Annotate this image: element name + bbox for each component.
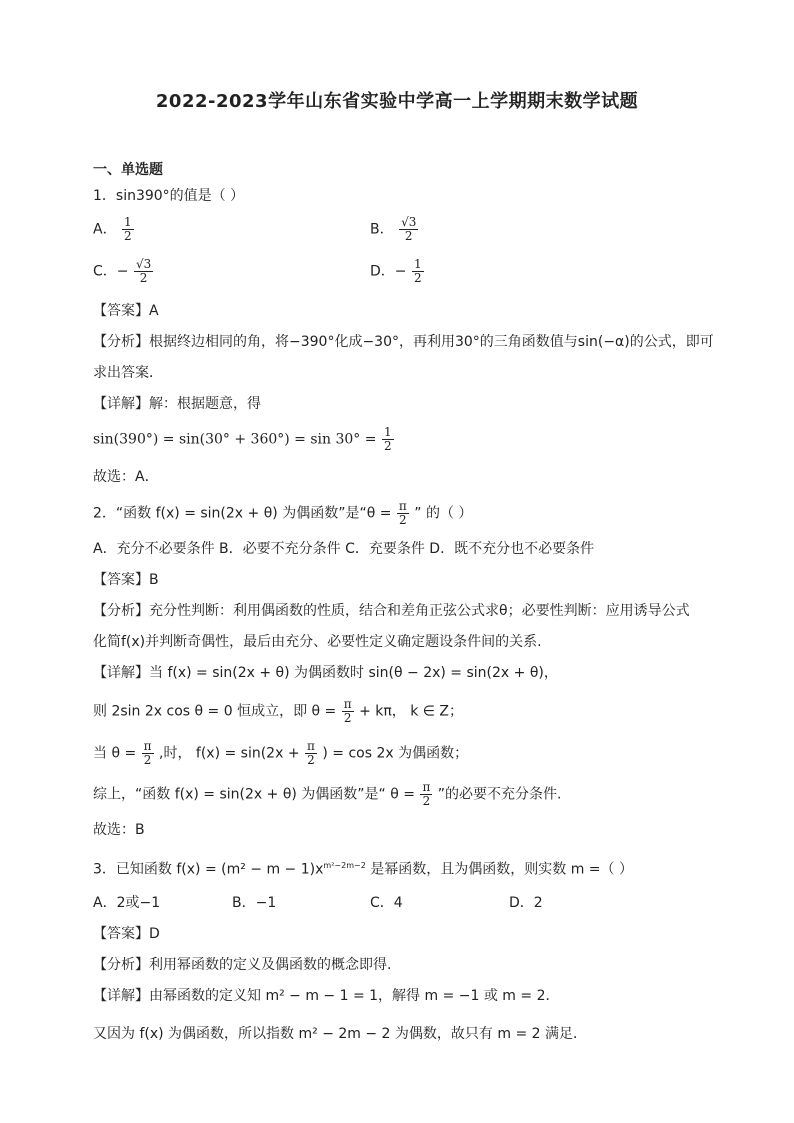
q2-stem-den: 2 [399,513,407,527]
q1-option-b-num: √3 [401,215,417,229]
q2-detail-line-4 [93,781,562,808]
q2-stem [93,500,472,527]
q1-option-c [93,258,154,285]
q2-line3-den-1: 2 [143,753,152,767]
q1-option-a-den: 2 [124,229,132,243]
q1-option-a-fraction [122,216,134,243]
q3-analysis-line-1 [93,955,391,975]
section-heading: 一、单选题 [93,162,163,178]
q2-line3-fraction-1 [142,740,154,767]
q2-answer: 【答案】B [93,572,159,588]
q2-line4-text-a: 综上，“函数 f(x) = sin(2x + θ) 为偶函数”是“ θ = [93,786,415,803]
q1-formula-den: 2 [383,439,392,453]
q2-line2-den: 2 [343,711,352,725]
q1-option-d-den: 2 [413,271,422,285]
q1-formula-num: 1 [383,425,392,439]
q1-detail-text-1: 解：根据题意，得 [149,396,261,412]
q2-detail-line-2 [93,698,463,725]
q3-option-b: B．−1 [232,895,277,911]
q2-line3-num-1: π [143,739,152,753]
q2-line3-text-b: ,时， f(x) = sin(2x + [159,745,300,762]
q2-stem-fraction [397,500,409,527]
q1-choose: 故选：A． [93,469,159,485]
q1-formula [93,426,395,453]
q3-analysis-text-1: 利用幂函数的定义及偶函数的概念即得. [149,957,392,973]
q2-line3-text-a: 当 θ = [93,745,137,762]
q2-stem-text-a: 2．“函数 f(x) = sin(2x + θ) 为偶函数”是“θ = [93,505,392,522]
q1-option-d-fraction [412,258,424,285]
q2-analysis-text-1: 充分性判断：利用偶函数的性质，结合和差角正弦公式求θ；必要性判断：应用诱导公式 [149,603,690,619]
q2-line2-fraction [342,698,354,725]
q2-detail-line-3 [93,740,468,767]
q1-option-d [370,258,425,285]
q2-stem-num: π [398,499,407,513]
q2-line3-fraction-2 [305,740,317,767]
q2-detail-line-1 [93,663,558,683]
q3-detail-tag: 【详解】 [93,988,149,1004]
q1-option-a-num: 1 [124,215,132,229]
q1-option-a-label: A． [93,221,117,238]
q3-detail-line-1 [93,986,559,1006]
q1-option-c-num: √3 [135,257,152,271]
q1-option-b-fraction [399,216,418,243]
q2-line3-den-2: 2 [307,753,315,767]
q2-line3-num-2: π [307,739,315,753]
q1-formula-text: sin(390°) = sin(30° + 360°) = sin 30° = [93,431,377,448]
q1-answer: 【答案】A [93,303,159,319]
q1-stem: 1．sin390°的值是（ ） [93,188,245,204]
page-title: 2022-2023学年山东省实验中学高一上学期期末数学试题 [155,91,639,112]
q1-detail-tag: 【详解】 [93,396,149,412]
q1-detail-line-1 [93,394,261,414]
q2-analysis-line-2: 化简f(x)并判断奇偶性，最后由充分、必要性定义确定题设条件间的关系. [93,634,542,650]
q3-detail-line-2: 又因为 f(x) 为偶函数，所以指数 m² − 2m − 2 为偶数，故只有 m = 2 满足． [93,1026,587,1042]
q1-option-c-den: 2 [139,271,148,285]
q1-analysis-line-1 [93,332,714,352]
q2-analysis-tag: 【分析】 [93,603,149,619]
q1-option-c-label: C．− [93,263,129,280]
q1-option-b-den: 2 [404,229,413,243]
q2-line4-fraction [420,781,432,808]
q3-stem-text-b: 是幂函数，且为偶函数，则实数 m =（ ） [365,861,633,878]
q2-stem-text-b: ” 的（ ） [414,505,473,522]
q1-formula-fraction [382,426,394,453]
q1-option-a [93,216,135,243]
q1-option-d-label: D．− [370,263,407,280]
q1-option-d-num: 1 [413,257,422,271]
q2-line4-text-b: ”的必要不充分条件. [437,786,562,803]
q2-analysis-line-1 [93,601,690,621]
q2-detail-tag: 【详解】 [93,665,149,681]
q1-analysis-line-2: 求出答案． [93,365,163,381]
q1-option-b-label: B． [370,221,394,238]
q3-detail-text-1: 由幂函数的定义知 m² − m − 1 = 1，解得 m = −1 或 m = 2． [149,988,560,1004]
q3-stem-exponent: m²−2m−2 [323,861,366,870]
q3-option-c: C．4 [370,895,403,911]
q3-stem-text-a: 3．已知函数 f(x) = (m² − m − 1)x [93,861,324,878]
q3-answer: 【答案】D [93,926,160,942]
q2-line2-text-a: 则 2sin 2x cos θ = 0 恒成立，即 θ = [93,703,337,720]
q2-choose: 故选：B [93,822,145,838]
q2-detail-text-1: 当 f(x) = sin(2x + θ) 为偶函数时 sin(θ − 2x) = sin(2x + θ)， [149,665,558,681]
q1-analysis-text-1: 根据终边相同的角，将−390°化成−30°，再利用30°的三角函数值与sin(−α)的公式，即可 [149,334,714,350]
q1-analysis-tag: 【分析】 [93,334,149,350]
q3-option-a: A．2或−1 [93,895,161,911]
q2-line4-den: 2 [422,794,431,808]
q2-options: A．充分不必要条件 B．必要不充分条件 C．充要条件 D．既不充分也不必要条件 [93,541,595,557]
q2-line3-text-c: ) = cos 2x 为偶函数； [322,745,469,762]
q2-line2-text-b: + kπ， k ∈ Z； [359,703,464,720]
q1-option-b [370,216,419,243]
q3-analysis-tag: 【分析】 [93,957,149,973]
q3-option-d: D．2 [509,895,543,911]
q1-option-c-fraction [134,258,153,285]
q2-line4-num: π [422,780,431,794]
q3-stem [93,856,633,880]
q2-line2-num: π [343,697,352,711]
